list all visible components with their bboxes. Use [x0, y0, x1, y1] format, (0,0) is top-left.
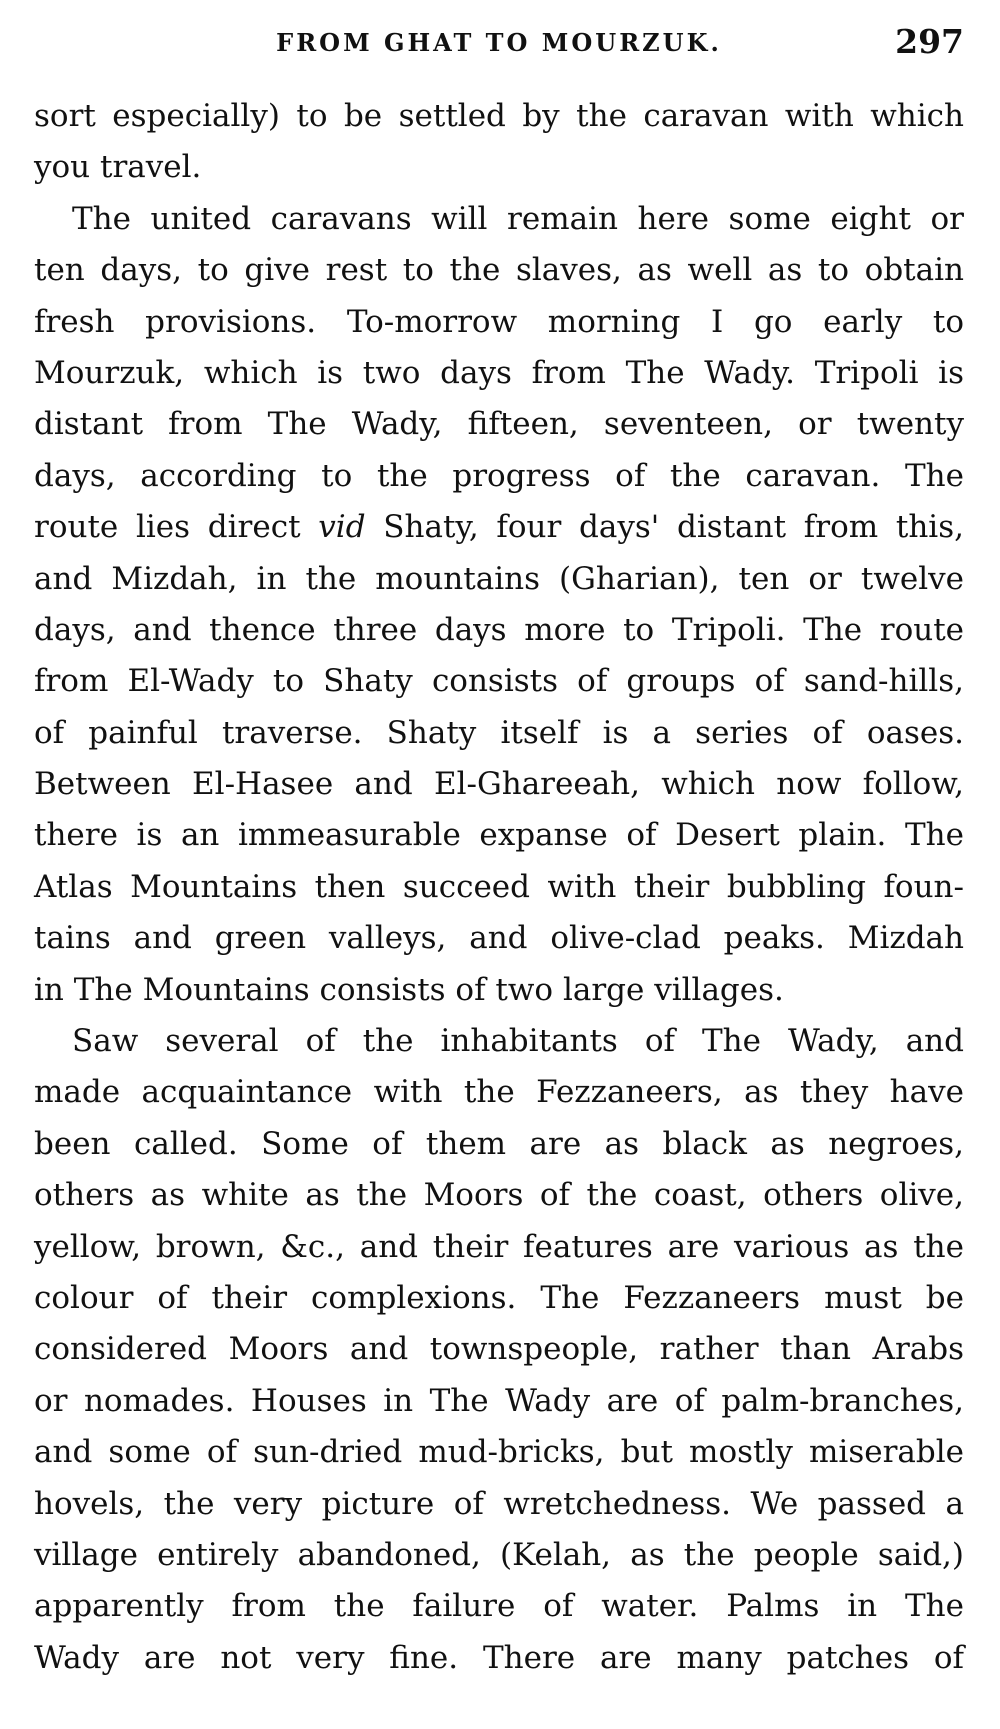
text-line: yellow, brown, &c., and their features are various as the	[34, 1228, 964, 1265]
text-line: village entirely abandoned, (Kelah, as the people said,)	[34, 1536, 964, 1573]
text-line: been called. Some of them are as black as negroes,	[34, 1125, 964, 1162]
running-title: FROM GHAT TO MOURZUK.	[276, 28, 722, 57]
text-line: others as white as the Moors of the coast, others olive,	[34, 1177, 964, 1214]
running-header	[34, 22, 964, 62]
text-line: days, and thence three days more to Tripoli. The route	[34, 611, 964, 648]
text-line: and some of sun-dried mud-bricks, but mostly miserable	[34, 1434, 964, 1471]
text-line: fresh provisions. To-morrow morning I go early to	[34, 303, 964, 340]
text-line: and Mizdah, in the mountains (Gharian), ten or twelve	[34, 560, 964, 597]
text-line: distant from The Wady, fifteen, seventeen, or twenty	[34, 406, 964, 443]
text-line: considered Moors and townspeople, rather than Arabs	[34, 1331, 964, 1368]
paragraph	[34, 194, 964, 1016]
text-line: Wady are not very fine. There are many patches of	[34, 1639, 964, 1676]
text-line: tains and green valleys, and olive-clad peaks. Mizdah	[34, 920, 964, 957]
text-line: The united caravans will remain here some eight or	[72, 200, 964, 237]
body-text	[34, 91, 964, 1684]
text-line: route lies direct vid Shaty, four days' distant from this,	[34, 509, 964, 546]
text-line: Between El-Hasee and El-Ghareeah, which now follow,	[34, 766, 964, 803]
text-line: Atlas Mountains then succeed with their bubbling foun-	[34, 868, 964, 905]
paragraph	[34, 91, 964, 194]
text-line: ten days, to give rest to the slaves, as well as to obtain	[34, 252, 964, 289]
text-line: days, according to the progress of the caravan. The	[34, 457, 964, 494]
text-line: in The Mountains consists of two large villages.	[34, 971, 784, 1008]
italic-word: vid	[318, 509, 366, 546]
text-line: you travel.	[34, 149, 202, 186]
text-line: made acquaintance with the Fezzaneers, as they have	[34, 1074, 964, 1111]
text-line: colour of their complexions. The Fezzaneers must be	[34, 1279, 964, 1316]
text-line: from El-Wady to Shaty consists of groups of sand-hills,	[34, 663, 964, 700]
text-line: apparently from the failure of water. Palms in The	[34, 1588, 964, 1625]
page-number: 297	[895, 22, 964, 61]
text-line: sort especially) to be settled by the caravan with which	[34, 98, 964, 134]
text-line: of painful traverse. Shaty itself is a series of oases.	[34, 714, 964, 751]
text-line: or nomades. Houses in The Wady are of palm-branches,	[34, 1382, 964, 1419]
text-line: Mourzuk, which is two days from The Wady. Tripoli is	[34, 354, 964, 391]
text-line: Saw several of the inhabitants of The Wady, and	[72, 1023, 964, 1060]
text-line: there is an immeasurable expanse of Desert plain. The	[34, 817, 964, 854]
paragraph	[34, 1016, 964, 1684]
text-line: hovels, the very picture of wretchedness. We passed a	[34, 1485, 964, 1522]
